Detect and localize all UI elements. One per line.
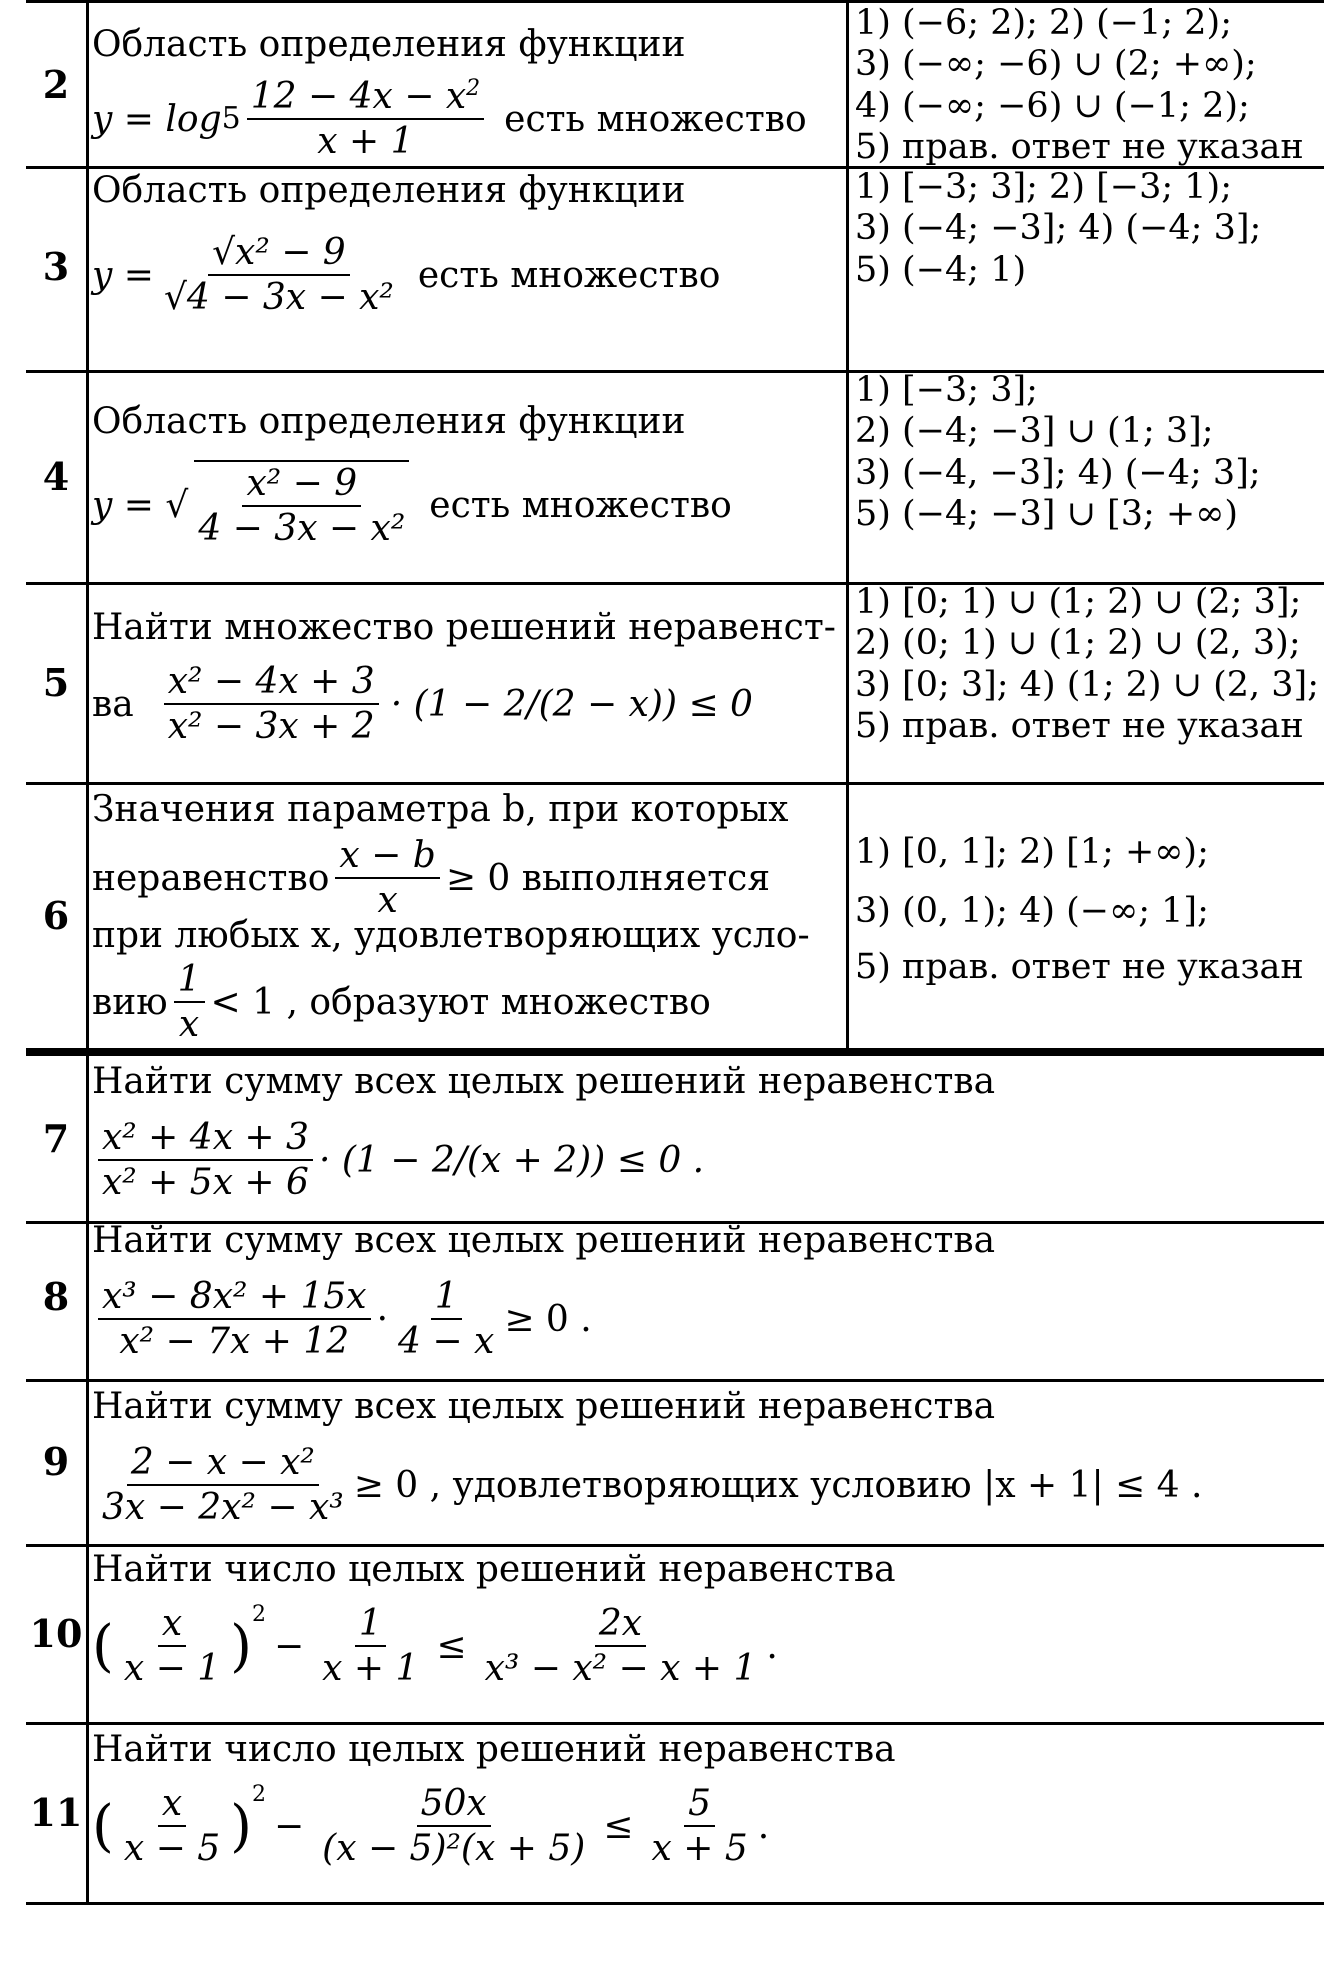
fraction: $\frac{\text{√x² − 9}}{\text{√4 − 3x − x²}}$ [163, 232, 394, 319]
fraction: $\frac{\text{2 − x − x²}}{\text{3x − 2x² − x³}}$ [102, 1442, 344, 1529]
table-row [26, 1379, 1324, 1547]
answer-options: 1) (−6; 2); 2) (−1; 2); 3) (−∞; −6) ∪ (2; +∞); 4) (−∞; −6) ∪ (−1; 2); 5) прав. ответ не указан [846, 3, 1324, 166]
table-row: 6 Значения параметра b, при которых неравенство $\frac{x - b}{x}$ ≥ 0 выполняется при любых x, удовлетворяющих усло- вию $\frac{1}{x}$ < 1 , образуют множество 1) [0, 1]; 2) [1; +∞); 3) (0, 1); 4) (−∞; 1]; 5) прав. ответ не указан [26, 782, 1324, 1051]
answer-options: 1) [−3; 3]; 2) (−4; −3] ∪ (1; 3]; 3) (−4, −3]; 4) (−4; 3]; 5) (−4; −3] ∪ [3; +∞) [846, 370, 1324, 582]
table-row [26, 1213, 1324, 1382]
question: Найти сумму всех целых решений неравенства $\frac{\text{x³ − 8x² + 15x}}{\text{x² − 7x + 12}}$ · $\frac{1}{4 - x}$ ≥ 0 . [92, 1220, 996, 1363]
row-number: 6 [26, 782, 89, 1048]
question: Найти число целых решений неравенства ( $\frac{x}{x - 1}$ ) $^2$ − $\frac{1}{x + 1}$ ≤ $\frac{2x}{\text{x³ − x² − x + 1}}$ . [92, 1549, 896, 1690]
fraction: $\frac{\text{x² − 4x + 3}}{\text{x² − 3x + 2}}$ [164, 660, 379, 748]
row-number: 8 [26, 1213, 89, 1379]
fraction: $\frac{2x}{\text{x³ − x² − x + 1}}$ [484, 1603, 757, 1690]
row-number: 3 [26, 163, 89, 370]
row-number: 5 [26, 582, 89, 782]
row-number: 2 [26, 3, 89, 166]
table-row: 5 Найти множество решений неравенст- ва $\frac{\text{x² − 4x + 3}}{\text{x² − 3x + 2}}$ · (1 − 2/(2 − x)) ≤ 0 1) [0; 1) ∪ (1; 2) ∪ (2; 3]; 2) (0; 1) ∪ (1; 2) ∪ (2, 3); 3) [0; 3]; 4) (1; 2) ∪ (2, 3]; 5) прав. ответ не указан [26, 582, 1324, 785]
fraction: $\frac{12 - 4x - x^2}{x + 1}$ [247, 75, 484, 163]
question: Найти число целых решений неравенства ( $\frac{x}{x - 5}$ ) $^2$ − $\frac{50x}{\text{(x − 5)²(x + 5)}}$ ≤ $\frac{5}{x + 5}$ . [92, 1729, 896, 1870]
question: Найти сумму всех целых решений неравенства $\frac{\text{x² + 4x + 3}}{\text{x² + 5x + 6}}$ · (1 − 2/(x + 2)) ≤ 0 . [92, 1061, 996, 1204]
table-row: 3 Область определения функции y = $\frac{\text{√x² − 9}}{\text{√4 − 3x − x²}}$ есть множество 1) [−3; 3]; 2) [−3; 1); 3) (−4; −3]; 4) (−4; 3]; 5) (−4; 1) [26, 163, 1324, 373]
row-number: 7 [26, 1056, 89, 1221]
fraction: $\frac{50x}{\text{(x − 5)²(x + 5)}}$ [322, 1783, 586, 1870]
fraction: $\frac{x - b}{x}$ [335, 834, 439, 922]
fraction: $\frac{1}{4 - x}$ [398, 1276, 495, 1363]
table-row: 2 Область определения функции y = log 5 $\frac{12 - 4x - x^2}{x + 1}$ есть множество 1) (−6; 2); 2) (−1; 2); 3) (−∞; −6) ∪ (2; +∞); 4) (−∞; −6) ∪ (−1; 2); 5) прав. ответ не указан [26, 0, 1324, 169]
fraction: $\frac{5}{x + 5}$ [651, 1783, 748, 1870]
row-number: 11 [26, 1722, 89, 1902]
fraction: $\frac{\text{x² + 4x + 3}}{\text{x² + 5x + 6}}$ [98, 1116, 313, 1204]
table-row [26, 1722, 1324, 1905]
table-row [26, 1048, 1324, 1224]
fraction: $\frac{x}{x - 1}$ [123, 1603, 221, 1690]
table-row: 4 Область определения функции y = √ $\frac{\text{x² − 9}}{\text{4 − 3x − x²}}$ есть множество 1) [−3; 3]; 2) (−4; −3] ∪ (1; 3]; 3) (−4, −3]; 4) (−4; 3]; 5) (−4; −3] ∪ [3; +∞) [26, 370, 1324, 585]
question: Найти сумму всех целых решений неравенства $\frac{\text{2 − x − x²}}{\text{3x − 2x² − x³}}$ ≥ 0 , удовлетворяющих условию |x + 1| ≤ 4 . [92, 1386, 1203, 1529]
fraction: $\frac{\text{x³ − 8x² + 15x}}{\text{x² − 7x + 12}}$ [98, 1275, 371, 1363]
fraction: $\frac{1}{x + 1}$ [322, 1603, 419, 1690]
table-row [26, 1544, 1324, 1725]
answer-options: 1) [−3; 3]; 2) [−3; 1); 3) (−4; −3]; 4) (−4; 3]; 5) (−4; 1) [846, 163, 1324, 370]
answer-options: 1) [0, 1]; 2) [1; +∞); 3) (0, 1); 4) (−∞; 1]; 5) прав. ответ не указан [846, 782, 1324, 1048]
answer-options: 1) [0; 1) ∪ (1; 2) ∪ (2; 3]; 2) (0; 1) ∪ (1; 2) ∪ (2, 3); 3) [0; 3]; 4) (1; 2) ∪ (2, 3]; 5) прав. ответ не указан [846, 582, 1324, 782]
fraction: $\frac{1}{x}$ [174, 958, 205, 1046]
row-number: 4 [26, 370, 89, 582]
fraction: $\frac{\text{x² − 9}}{\text{4 − 3x − x²}}$ [194, 460, 409, 550]
fraction: $\frac{x}{x - 5}$ [123, 1783, 221, 1870]
row-number: 10 [26, 1544, 89, 1722]
row-number: 9 [26, 1379, 89, 1544]
